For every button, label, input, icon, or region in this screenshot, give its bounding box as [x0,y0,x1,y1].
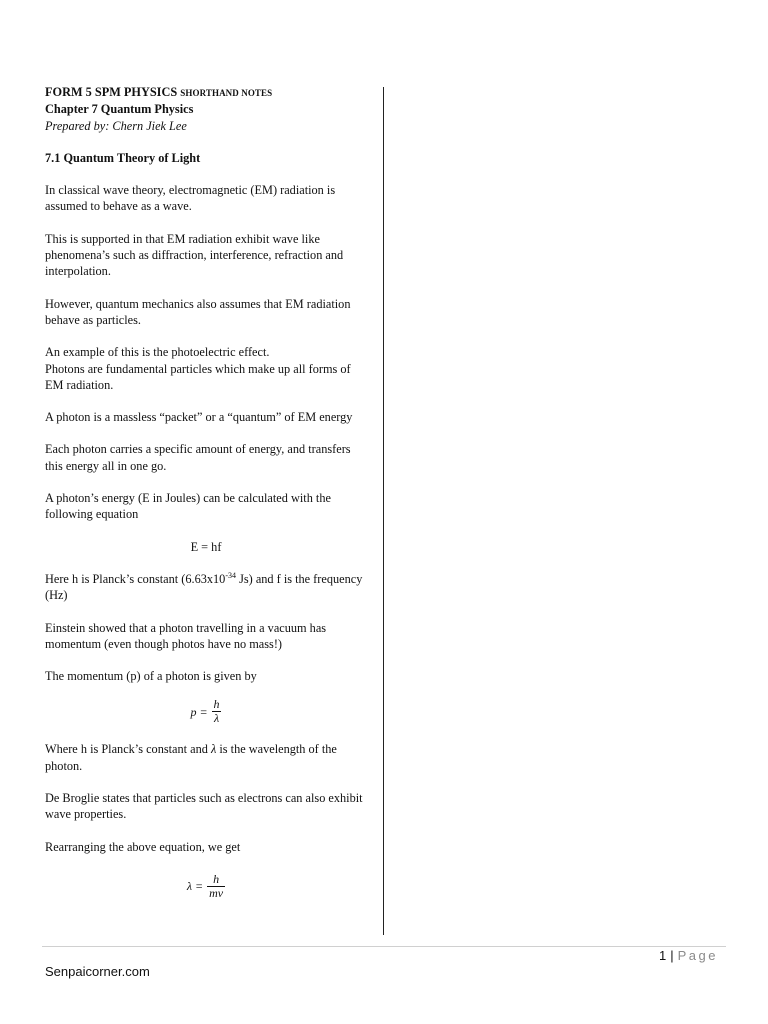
equation-lhs: p = [190,704,208,719]
page-number-value: 1 [659,948,667,963]
author-line: Prepared by: Chern Jiek Lee [45,118,187,133]
page-number [659,948,718,963]
wavelength-text-end: is the wavelength of the photon. [45,742,337,773]
energy-equation: E = hf [190,539,222,554]
paragraph: Einstein showed that a photon travelling in a vacuum has momentum (even though photos have no mass!) [45,620,327,651]
paragraph: Photons are fundamental particles which make up all forms of EM radiation. [45,361,351,392]
denominator: λ [213,711,220,726]
fraction [212,698,222,725]
paragraph [45,571,367,604]
equation-lhs: λ = [186,879,204,894]
paragraph [45,741,367,774]
document-title [45,84,367,101]
planck-text: Here h is Planck’s constant (6.63x10 [45,571,226,586]
paragraph: De Broglie states that particles such as electrons can also exhibit wave properties. [45,791,363,822]
lambda-symbol: λ [210,742,217,757]
footer-divider [42,946,726,947]
main-column [45,84,367,900]
paragraph: A photon is a massless “packet” or a “quantum” of EM energy [45,410,353,425]
planck-text-end: Js) and f is the frequency (Hz) [45,571,363,603]
exponent: -34 [225,570,236,580]
paragraph: However, quantum mechanics also assumes that EM radiation behave as particles. [45,296,351,327]
numerator: h [213,697,220,712]
fraction [207,873,225,900]
paragraph: An example of this is the photoelectric effect. [45,345,270,360]
wavelength-text: Where h is Planck’s constant and [45,742,211,757]
title-small: SHORTHAND NOTES [180,88,273,98]
site-footer: Senpaicorner.com [45,964,150,979]
paragraph: A photon’s energy (E in Joules) can be calculated with the following equation [45,491,331,522]
momentum-equation [45,698,367,725]
denominator: mv [209,885,224,900]
de-broglie-equation [45,873,367,900]
title-main: FORM 5 SPM PHYSICS [45,85,178,99]
page-separator: | [670,948,674,963]
paragraph: Each photon carries a specific amount of energy, and transfers this energy all in one go. [45,442,351,473]
paragraph: Rearranging the above equation, we get [45,839,241,854]
section-heading: 7.1 Quantum Theory of Light [45,150,201,165]
paragraph: The momentum (p) of a photon is given by [45,669,257,684]
paragraph: This is supported in that EM radiation exhibit wave like phenomena’s such as diffraction, interference, refraction and interpolation. [45,231,344,279]
numerator: h [213,871,220,886]
page-label: Page [677,948,718,963]
chapter-title: Chapter 7 Quantum Physics [45,102,194,117]
column-divider [383,87,384,935]
paragraph: In classical wave theory, electromagnetic (EM) radiation is assumed to behave as a wave. [45,183,336,214]
